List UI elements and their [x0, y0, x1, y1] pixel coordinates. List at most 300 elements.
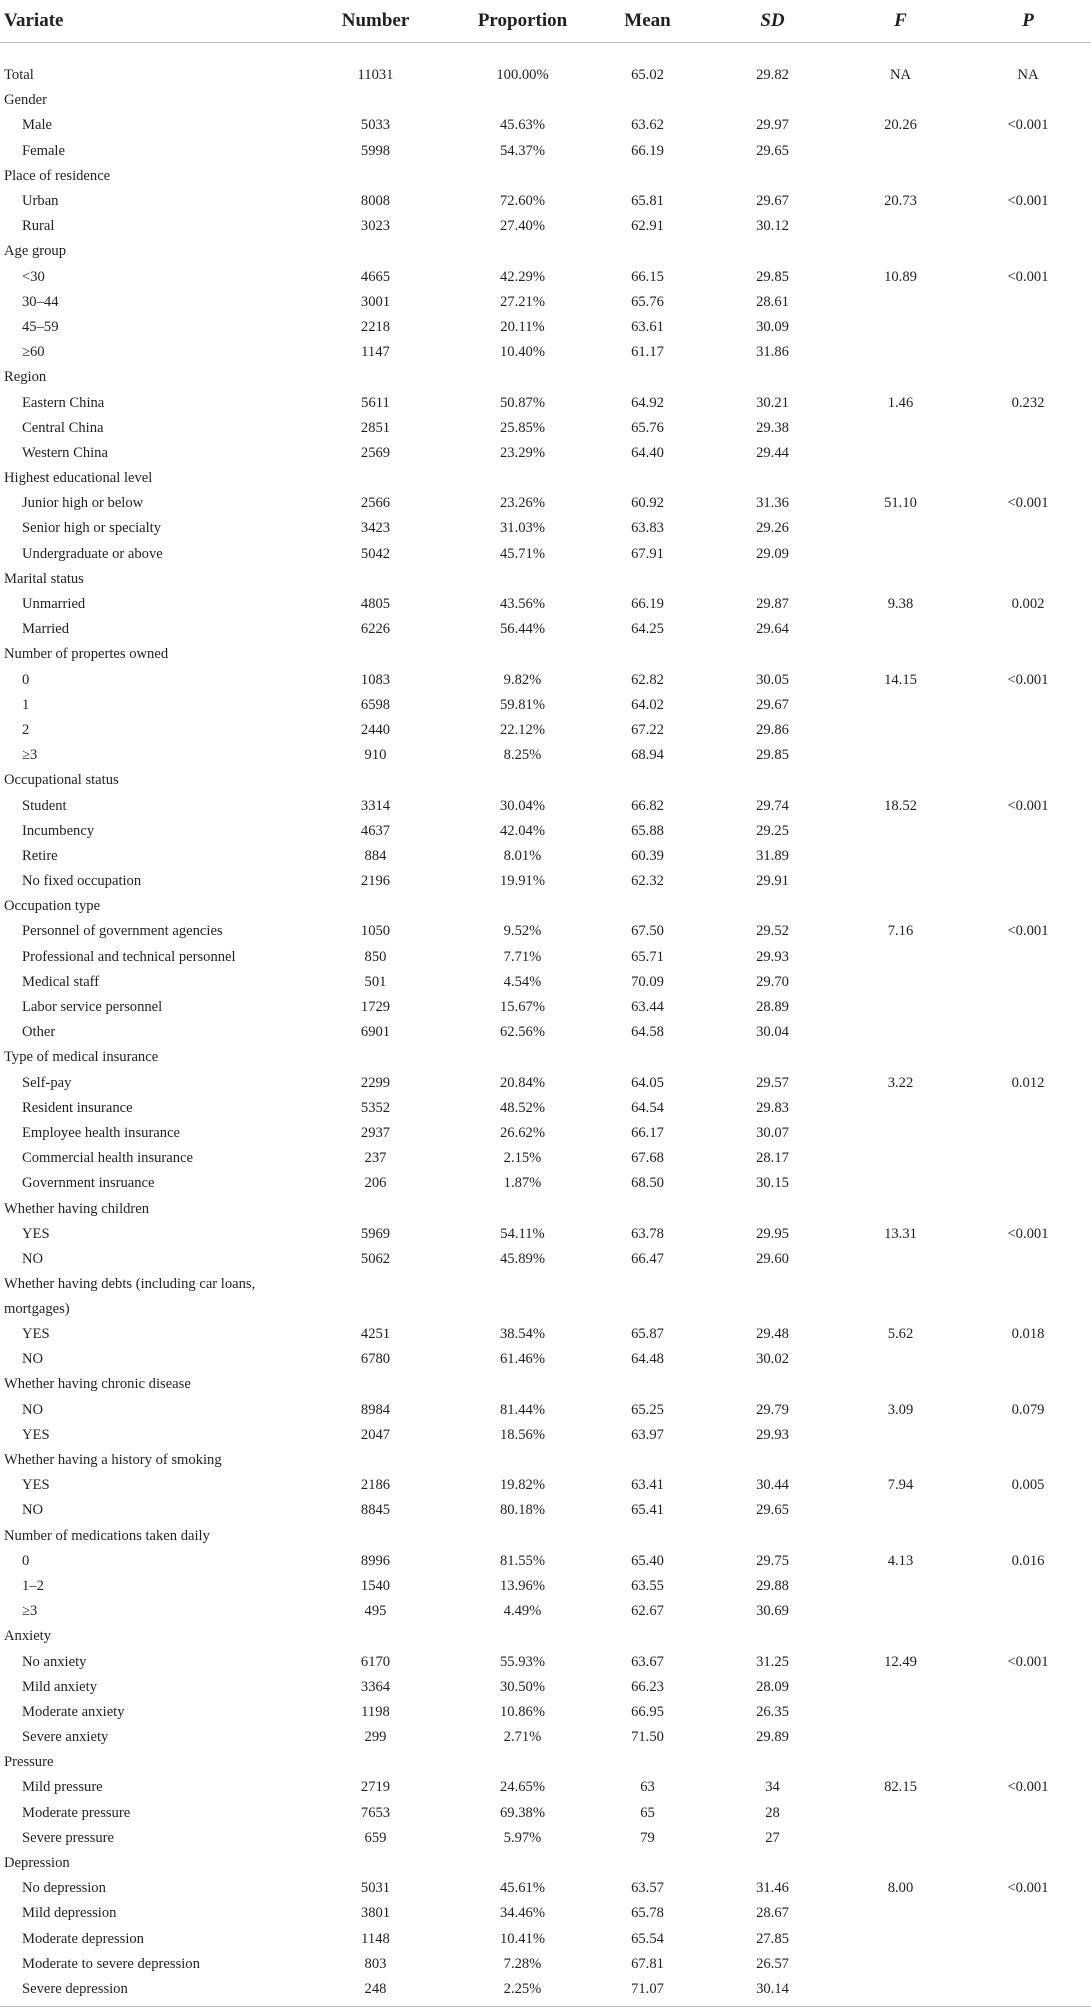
number-cell: 2566 — [360, 495, 391, 512]
mean-cell — [586, 239, 709, 264]
p-cell — [965, 1423, 1091, 1448]
sd-cell: 31.36 — [756, 495, 789, 512]
mean-cell — [586, 164, 709, 189]
number-cell — [292, 1851, 459, 1876]
sd-cell: 29.44 — [756, 444, 789, 461]
p-cell — [965, 1675, 1091, 1700]
proportion-cell — [459, 1851, 586, 1876]
proportion-cell: 45.71% — [500, 545, 545, 562]
proportion-cell: 19.91% — [500, 873, 545, 890]
f-cell — [836, 1851, 965, 1876]
table-row — [0, 919, 1091, 944]
variate-cell: Medical staff — [22, 973, 100, 990]
mean-cell — [586, 894, 709, 919]
mean-cell — [586, 466, 709, 491]
variate-cell: 2 — [22, 721, 30, 738]
f-cell — [836, 416, 965, 441]
mean-cell: 63.55 — [631, 1577, 664, 1594]
variate-cell: Gender — [4, 92, 47, 109]
variate-cell: Female — [22, 142, 65, 159]
number-cell — [292, 1196, 459, 1221]
number-cell: 2196 — [360, 873, 391, 890]
sd-cell: 30.44 — [756, 1477, 789, 1494]
mean-cell: 62.82 — [631, 671, 664, 688]
sd-cell: 27 — [765, 1829, 780, 1846]
p-cell — [965, 1977, 1091, 2007]
mean-cell: 64.02 — [631, 696, 664, 713]
number-cell: 4251 — [360, 1326, 391, 1343]
table-row — [0, 1977, 1091, 2007]
mean-cell: 64.05 — [631, 1074, 664, 1091]
variate-cell: 1 — [22, 696, 30, 713]
p-cell: 0.012 — [1011, 1074, 1045, 1091]
number-cell: 2047 — [360, 1426, 391, 1443]
f-cell: 14.15 — [884, 671, 917, 688]
number-cell — [292, 88, 459, 113]
p-cell: <0.001 — [1007, 117, 1049, 134]
proportion-cell: 59.81% — [500, 696, 545, 713]
mean-cell: 67.81 — [631, 1955, 664, 1972]
table-row — [0, 441, 1091, 466]
p-cell — [965, 1196, 1091, 1221]
number-cell — [292, 567, 459, 592]
variate-cell: Marital status — [4, 570, 84, 587]
table-row — [0, 189, 1091, 214]
sd-cell — [709, 466, 836, 491]
sd-cell: 30.15 — [756, 1175, 789, 1192]
proportion-cell: 48.52% — [500, 1099, 545, 1116]
p-cell — [965, 642, 1091, 667]
mean-cell: 64.58 — [631, 1024, 664, 1041]
f-cell: 12.49 — [884, 1653, 917, 1670]
p-cell — [965, 945, 1091, 970]
f-cell — [836, 1347, 965, 1372]
sd-cell: 30.07 — [756, 1124, 789, 1141]
proportion-cell: 10.40% — [500, 344, 545, 361]
number-cell: 4805 — [360, 596, 391, 613]
variate-cell: ≥3 — [22, 747, 38, 764]
number-cell — [292, 1624, 459, 1649]
f-cell — [836, 315, 965, 340]
table-header — [0, 0, 1091, 43]
group-header-row — [0, 768, 1091, 793]
f-cell — [836, 642, 965, 667]
number-cell: 8845 — [360, 1502, 391, 1519]
mean-cell: 71.50 — [631, 1729, 664, 1746]
table-row — [0, 793, 1091, 818]
p-cell — [965, 416, 1091, 441]
proportion-cell: 18.56% — [500, 1426, 545, 1443]
p-cell: <0.001 — [1007, 797, 1049, 814]
table-row — [0, 340, 1091, 365]
sd-cell: 31.25 — [756, 1653, 789, 1670]
variate-cell: Eastern China — [22, 394, 105, 411]
variate-cell: ≥60 — [22, 344, 45, 361]
variate-cell: Severe depression — [0, 1977, 292, 2007]
sd-cell: 30.09 — [756, 318, 789, 335]
variate-cell: Severe anxiety — [22, 1729, 109, 1746]
mean-cell: 65.87 — [631, 1326, 664, 1343]
table-row — [0, 1347, 1091, 1372]
table-row — [0, 113, 1091, 138]
mean-cell: 79 — [640, 1829, 655, 1846]
mean-cell — [586, 1272, 709, 1322]
table-row — [0, 1675, 1091, 1700]
number-cell: 1729 — [360, 999, 391, 1016]
mean-cell: 63.83 — [631, 520, 664, 537]
f-cell: 7.16 — [887, 923, 914, 940]
mean-cell: 64.25 — [631, 621, 664, 638]
number-cell — [292, 239, 459, 264]
table-row — [0, 1725, 1091, 1750]
table-row — [0, 214, 1091, 239]
f-cell — [836, 1372, 965, 1397]
table-row — [0, 1775, 1091, 1800]
variate-cell: Moderate pressure — [22, 1804, 131, 1821]
sd-cell: 29.60 — [756, 1250, 789, 1267]
p-cell — [965, 768, 1091, 793]
group-header-row — [0, 164, 1091, 189]
sd-cell: 29.79 — [756, 1401, 789, 1418]
proportion-cell: 10.41% — [500, 1930, 545, 1947]
p-cell — [965, 1121, 1091, 1146]
proportion-cell: 22.12% — [500, 721, 545, 738]
proportion-cell — [459, 1448, 586, 1473]
variate-cell: Married — [22, 621, 70, 638]
mean-cell: 63.62 — [631, 117, 664, 134]
variate-cell: Highest educational level — [4, 470, 153, 487]
f-cell: 8.00 — [887, 1880, 914, 1897]
variate-cell: Personnel of government agencies — [22, 923, 223, 940]
p-cell — [965, 1498, 1091, 1523]
table-row — [0, 945, 1091, 970]
p-cell — [965, 693, 1091, 718]
p-cell — [965, 567, 1091, 592]
mean-cell: 65.25 — [631, 1401, 664, 1418]
group-header-row — [0, 1750, 1091, 1775]
p-cell: 0.002 — [1011, 596, 1045, 613]
proportion-cell: 100.00% — [496, 67, 549, 84]
variate-cell: Pressure — [4, 1754, 54, 1771]
proportion-cell: 43.56% — [500, 596, 545, 613]
number-cell — [292, 1750, 459, 1775]
sd-cell: 29.82 — [756, 67, 789, 84]
mean-cell: 65.54 — [631, 1930, 664, 1947]
variate-cell: Whether having a history of smoking — [4, 1452, 222, 1469]
table-row — [0, 1146, 1091, 1171]
proportion-cell: 20.84% — [500, 1074, 545, 1091]
mean-cell: 71.07 — [586, 1977, 709, 2007]
f-cell — [836, 1801, 965, 1826]
proportion-cell: 1.87% — [503, 1175, 542, 1192]
number-cell: 6226 — [360, 621, 391, 638]
group-header-row — [0, 1624, 1091, 1649]
sd-cell — [709, 768, 836, 793]
mean-cell — [586, 1196, 709, 1221]
proportion-cell — [459, 239, 586, 264]
number-cell — [292, 642, 459, 667]
p-cell — [965, 844, 1091, 869]
variate-cell: Whether having debts (including car loans, mortgages) — [4, 1276, 256, 1317]
f-cell — [836, 340, 965, 365]
proportion-cell: 42.04% — [500, 822, 545, 839]
variate-cell: 1–2 — [22, 1577, 44, 1594]
p-cell — [965, 1700, 1091, 1725]
p-cell — [965, 340, 1091, 365]
f-cell — [836, 945, 965, 970]
p-cell — [965, 1524, 1091, 1549]
proportion-cell: 31.03% — [500, 520, 545, 537]
proportion-cell: 15.67% — [500, 999, 545, 1016]
proportion-cell: 69.38% — [500, 1804, 545, 1821]
f-cell — [836, 567, 965, 592]
p-cell: <0.001 — [1007, 1653, 1049, 1670]
mean-cell — [586, 88, 709, 113]
p-cell — [965, 1171, 1091, 1196]
group-header-row — [0, 1851, 1091, 1876]
group-header-row — [0, 1372, 1091, 1397]
header-mean: Mean — [586, 0, 709, 43]
variate-cell: Senior high or specialty — [22, 520, 162, 537]
mean-cell: 66.47 — [631, 1250, 664, 1267]
mean-cell: 65.78 — [631, 1905, 664, 1922]
f-cell — [836, 441, 965, 466]
f-cell — [836, 1448, 965, 1473]
table-row — [0, 542, 1091, 567]
p-cell — [965, 441, 1091, 466]
proportion-cell: 81.44% — [500, 1401, 545, 1418]
proportion-cell: 20.11% — [500, 318, 545, 335]
proportion-cell: 55.93% — [500, 1653, 545, 1670]
sd-cell: 29.25 — [756, 822, 789, 839]
sd-cell — [709, 1272, 836, 1322]
number-cell: 3023 — [360, 218, 391, 235]
number-cell — [292, 365, 459, 390]
f-cell: 20.73 — [884, 193, 917, 210]
table-row — [0, 1222, 1091, 1247]
sd-cell: 26.35 — [756, 1703, 789, 1720]
f-cell — [836, 1096, 965, 1121]
proportion-cell: 7.71% — [503, 948, 542, 965]
f-cell — [836, 1927, 965, 1952]
proportion-cell: 54.37% — [500, 142, 545, 159]
f-cell — [836, 466, 965, 491]
mean-cell: 66.15 — [631, 268, 664, 285]
f-cell: 51.10 — [884, 495, 917, 512]
mean-cell: 65.40 — [631, 1552, 664, 1569]
sd-cell — [709, 365, 836, 390]
proportion-cell: 10.86% — [500, 1703, 545, 1720]
proportion-cell: 8.01% — [503, 847, 542, 864]
table-row — [0, 265, 1091, 290]
variate-cell: Professional and technical personnel — [22, 948, 236, 965]
sd-cell: 29.93 — [756, 1426, 789, 1443]
p-cell — [965, 214, 1091, 239]
mean-cell: 65.81 — [631, 193, 664, 210]
mean-cell: 67.68 — [631, 1150, 664, 1167]
mean-cell: 65.88 — [631, 822, 664, 839]
variate-cell: Resident insurance — [22, 1099, 133, 1116]
sd-cell: 30.02 — [756, 1351, 789, 1368]
sd-cell — [709, 567, 836, 592]
mean-cell: 65 — [640, 1804, 655, 1821]
f-cell — [836, 995, 965, 1020]
table-row — [0, 1020, 1091, 1045]
p-cell — [965, 139, 1091, 164]
sd-cell: 29.48 — [756, 1326, 789, 1343]
number-cell: 850 — [364, 948, 387, 965]
table-body — [0, 43, 1091, 2007]
proportion-cell — [459, 567, 586, 592]
number-cell: 2440 — [360, 721, 391, 738]
mean-cell: 63 — [640, 1779, 655, 1796]
group-header-row — [0, 88, 1091, 113]
mean-cell: 65.76 — [631, 419, 664, 436]
p-cell: 0.018 — [1011, 1326, 1045, 1343]
proportion-cell — [459, 894, 586, 919]
f-cell — [836, 869, 965, 894]
f-cell — [836, 88, 965, 113]
variate-cell: Male — [22, 117, 52, 134]
sd-cell: 29.52 — [756, 923, 789, 940]
table-row — [0, 869, 1091, 894]
mean-cell: 63.97 — [631, 1426, 664, 1443]
f-cell — [836, 1700, 965, 1725]
sd-cell — [709, 1750, 836, 1775]
table-row — [0, 1876, 1091, 1901]
proportion-cell: 9.52% — [503, 923, 542, 940]
table-row — [0, 1574, 1091, 1599]
sd-cell: 30.14 — [709, 1977, 836, 2007]
p-cell — [965, 516, 1091, 541]
number-cell: 3001 — [360, 293, 391, 310]
variate-cell: Retire — [22, 847, 58, 864]
variate-cell: Other — [22, 1024, 56, 1041]
group-header-row — [0, 1448, 1091, 1473]
number-cell — [292, 894, 459, 919]
p-cell — [965, 1347, 1091, 1372]
header-sd: SD — [709, 0, 836, 43]
mean-cell: 64.54 — [631, 1099, 664, 1116]
p-cell — [965, 1146, 1091, 1171]
proportion-cell: 54.11% — [500, 1225, 545, 1242]
proportion-cell: 24.65% — [500, 1779, 545, 1796]
sd-cell — [709, 239, 836, 264]
number-cell: 8984 — [360, 1401, 391, 1418]
f-cell — [836, 139, 965, 164]
number-cell: 1083 — [360, 671, 391, 688]
p-cell: NA — [1017, 67, 1039, 84]
mean-cell: 65.71 — [631, 948, 664, 965]
mean-cell: 67.91 — [631, 545, 664, 562]
f-cell — [836, 516, 965, 541]
p-cell — [965, 995, 1091, 1020]
proportion-cell: 30.04% — [500, 797, 545, 814]
table-row — [0, 693, 1091, 718]
variate-cell: Region — [4, 369, 47, 386]
proportion-cell: 42.29% — [500, 268, 545, 285]
proportion-cell: 72.60% — [500, 193, 545, 210]
f-cell — [836, 1624, 965, 1649]
f-cell — [836, 1574, 965, 1599]
proportion-cell: 45.63% — [500, 117, 545, 134]
f-cell — [836, 1196, 965, 1221]
mean-cell: 63.78 — [631, 1225, 664, 1242]
number-cell: 11031 — [357, 67, 394, 84]
f-cell — [836, 1020, 965, 1045]
sd-cell: 29.09 — [756, 545, 789, 562]
number-cell: 1540 — [360, 1577, 391, 1594]
p-cell — [965, 1448, 1091, 1473]
p-cell: <0.001 — [1007, 923, 1049, 940]
number-cell: 2218 — [360, 318, 391, 335]
sd-cell: 28.67 — [756, 1905, 789, 1922]
table-row — [0, 416, 1091, 441]
header-proportion: Proportion — [459, 0, 586, 43]
variate-cell: Student — [22, 797, 67, 814]
p-cell — [965, 542, 1091, 567]
number-cell: 248 — [292, 1977, 459, 2007]
sd-cell — [709, 894, 836, 919]
variate-cell: 0 — [22, 1552, 30, 1569]
group-header-row — [0, 894, 1091, 919]
f-cell — [836, 768, 965, 793]
f-cell — [836, 743, 965, 768]
sd-cell: 29.57 — [756, 1074, 789, 1091]
table-row — [0, 668, 1091, 693]
p-cell — [965, 290, 1091, 315]
f-cell — [836, 1675, 965, 1700]
variate-cell: Moderate depression — [22, 1930, 144, 1947]
f-cell — [836, 542, 965, 567]
number-cell: 1050 — [360, 923, 391, 940]
f-cell — [836, 1826, 965, 1851]
variate-cell: Mild depression — [22, 1905, 117, 1922]
proportion-cell: 45.89% — [500, 1250, 545, 1267]
p-cell: <0.001 — [1007, 671, 1049, 688]
table-row — [0, 1096, 1091, 1121]
variate-cell: NO — [22, 1401, 44, 1418]
p-cell: 0.079 — [1011, 1401, 1045, 1418]
proportion-cell: 45.61% — [500, 1880, 545, 1897]
mean-cell: 70.09 — [631, 973, 664, 990]
group-header-row — [0, 1045, 1091, 1070]
number-cell: 6170 — [360, 1653, 391, 1670]
table-row — [0, 43, 1091, 89]
sd-cell: 26.57 — [756, 1955, 789, 1972]
proportion-cell: 2.71% — [503, 1729, 542, 1746]
proportion-cell: 26.62% — [500, 1124, 545, 1141]
number-cell — [292, 1524, 459, 1549]
number-cell: 910 — [364, 747, 387, 764]
number-cell: 1148 — [361, 1930, 390, 1947]
variate-cell: Rural — [22, 218, 55, 235]
table-row — [0, 592, 1091, 617]
sd-cell — [709, 1372, 836, 1397]
number-cell: 659 — [364, 1829, 387, 1846]
mean-cell — [586, 642, 709, 667]
p-cell: <0.001 — [1007, 1225, 1049, 1242]
table-row — [0, 1700, 1091, 1725]
table-row — [0, 1599, 1091, 1624]
f-cell — [836, 214, 965, 239]
group-header-row — [0, 365, 1091, 390]
number-cell: 3314 — [360, 797, 391, 814]
sd-cell: 29.65 — [756, 142, 789, 159]
sd-cell: 29.83 — [756, 1099, 789, 1116]
number-cell: 2569 — [360, 444, 391, 461]
mean-cell: 66.19 — [631, 596, 664, 613]
